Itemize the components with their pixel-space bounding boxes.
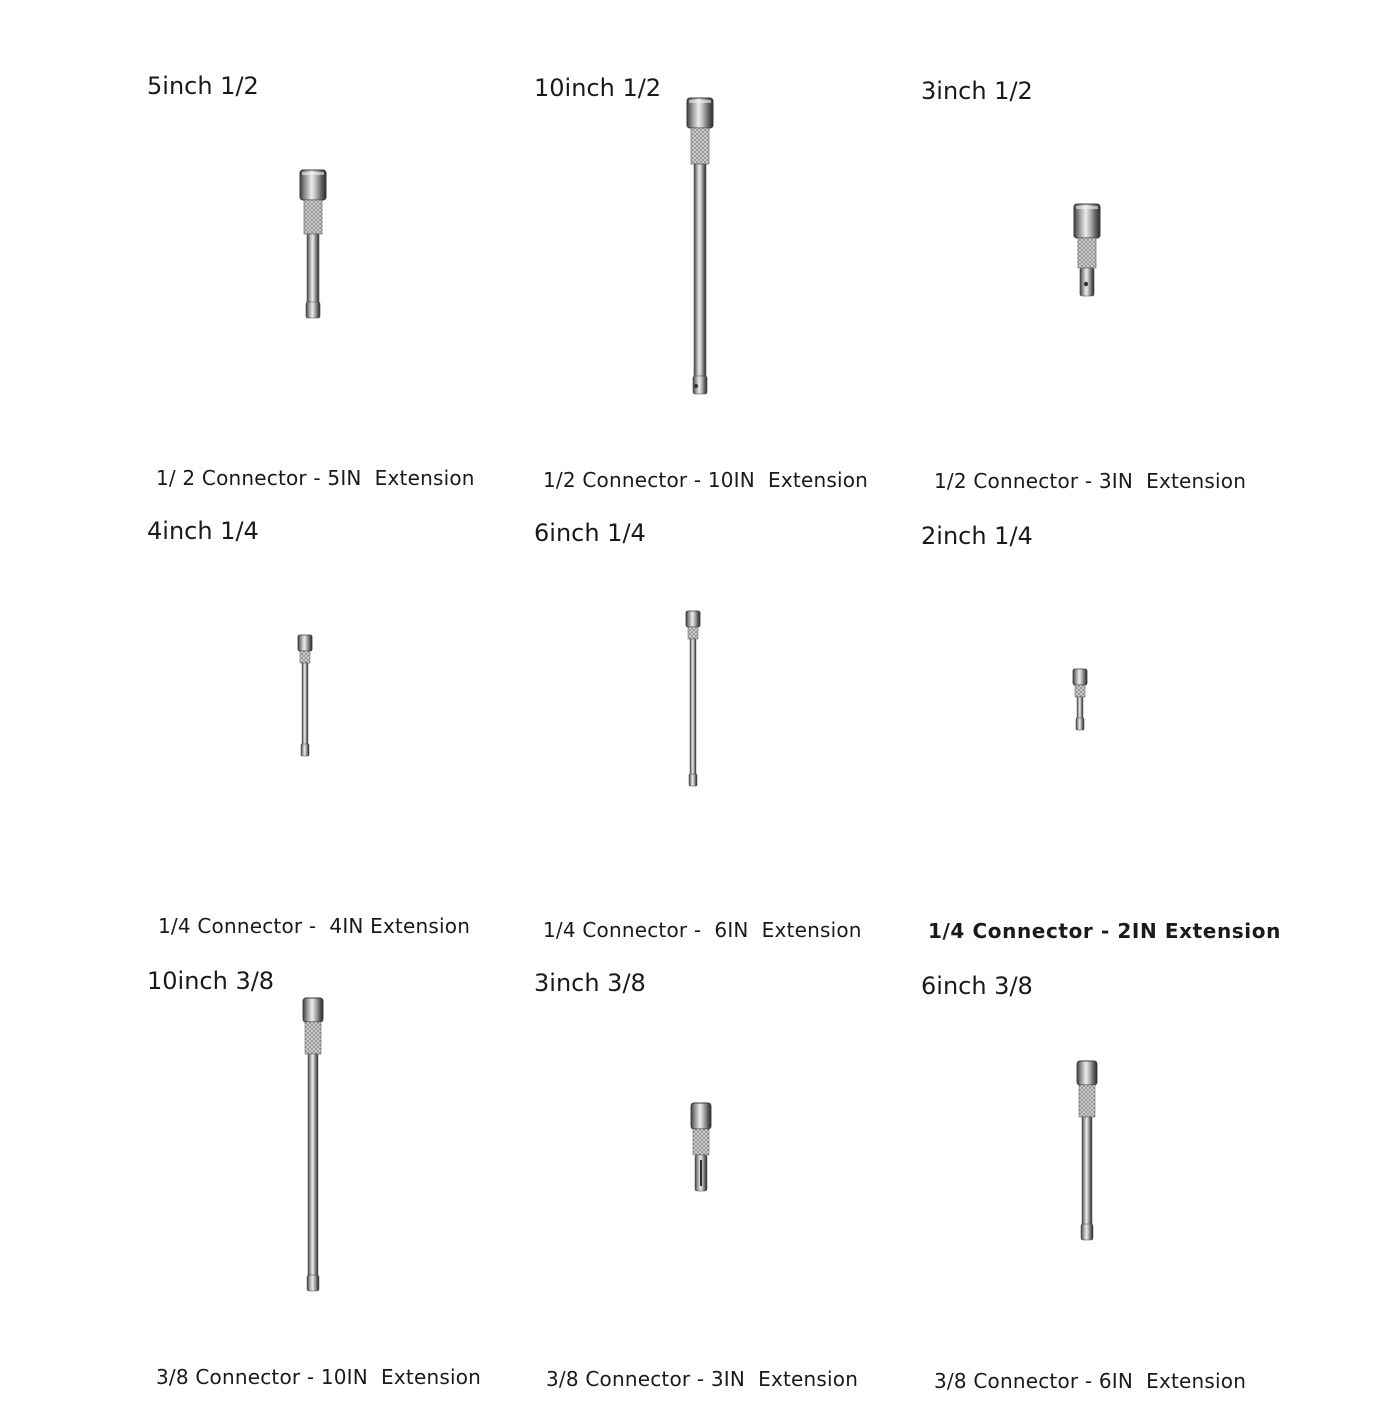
product-cell-3inch-three-eighths bbox=[527, 955, 927, 1405]
product-caption: 1/2 Connector - 3IN Extension bbox=[934, 469, 1247, 493]
product-title: 10inch 3/8 bbox=[147, 967, 275, 995]
product-cell-3inch-half bbox=[914, 60, 1314, 510]
product-title: 6inch 3/8 bbox=[921, 972, 1033, 1000]
product-title: 5inch 1/2 bbox=[147, 72, 259, 100]
socket-extension-bar-icon bbox=[1072, 202, 1102, 300]
product-cell-10inch-three-eighths bbox=[140, 955, 540, 1405]
product-cell-5inch-half bbox=[140, 60, 540, 510]
product-cell-10inch-half bbox=[527, 60, 927, 510]
socket-extension-bar-icon bbox=[296, 634, 314, 758]
product-caption: 3/8 Connector - 10IN Extension bbox=[156, 1365, 482, 1389]
socket-extension-bar-icon bbox=[298, 168, 328, 320]
product-caption: 1/4 Connector - 6IN Extension bbox=[543, 918, 862, 942]
socket-extension-bar-icon bbox=[1071, 668, 1089, 732]
product-cell-6inch-quarter bbox=[527, 505, 927, 955]
product-title: 4inch 1/4 bbox=[147, 517, 259, 545]
socket-extension-bar-icon bbox=[1076, 1060, 1098, 1242]
product-caption: 3/8 Connector - 3IN Extension bbox=[546, 1367, 859, 1391]
product-caption: 1/4 Connector - 2IN Extension bbox=[928, 919, 1281, 943]
product-cell-6inch-three-eighths bbox=[914, 955, 1314, 1405]
socket-extension-bar-icon bbox=[684, 610, 702, 788]
socket-extension-bar-icon bbox=[685, 96, 715, 398]
product-caption: 1/4 Connector - 4IN Extension bbox=[158, 914, 471, 938]
product-caption: 3/8 Connector - 6IN Extension bbox=[934, 1369, 1247, 1393]
product-title: 3inch 3/8 bbox=[534, 969, 646, 997]
product-title: 6inch 1/4 bbox=[534, 519, 646, 547]
product-cell-4inch-quarter bbox=[140, 505, 540, 955]
product-title: 10inch 1/2 bbox=[534, 74, 662, 102]
socket-extension-bar-icon bbox=[690, 1102, 712, 1194]
product-caption: 1/ 2 Connector - 5IN Extension bbox=[156, 466, 475, 490]
product-caption: 1/2 Connector - 10IN Extension bbox=[543, 468, 869, 492]
socket-extension-bar-icon bbox=[302, 997, 324, 1293]
product-title: 3inch 1/2 bbox=[921, 77, 1033, 105]
product-cell-2inch-quarter bbox=[914, 505, 1314, 955]
product-title: 2inch 1/4 bbox=[921, 522, 1033, 550]
